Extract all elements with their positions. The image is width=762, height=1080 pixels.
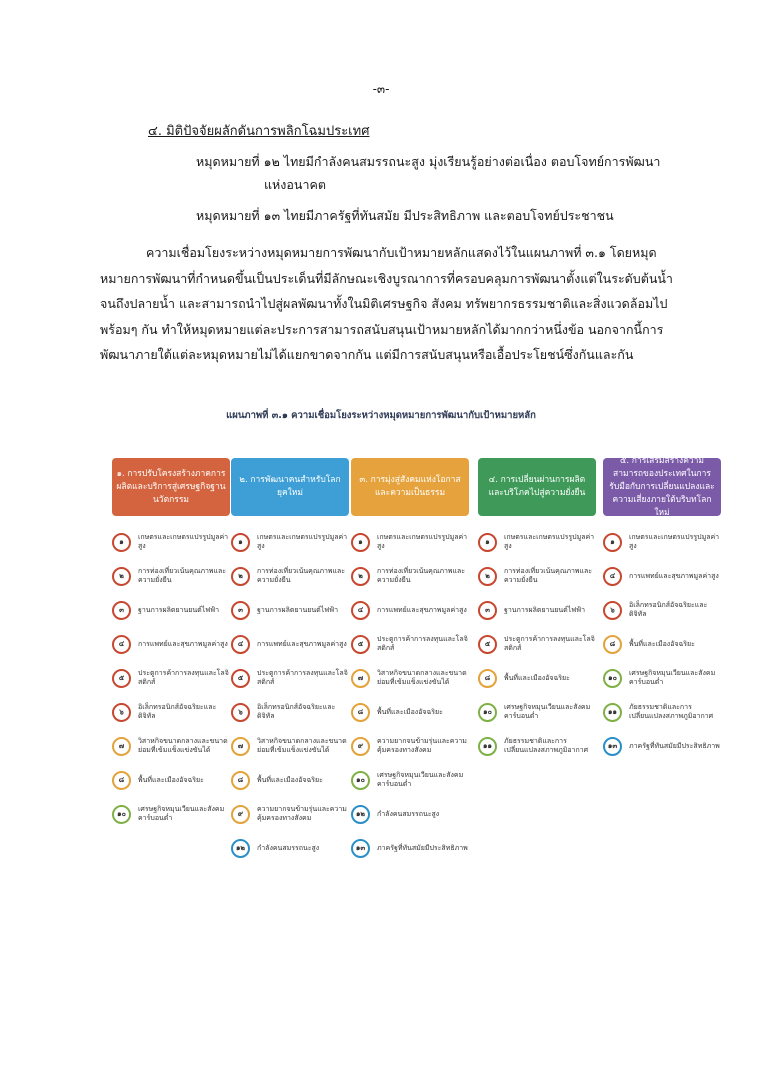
- goal-item-label: ภัยธรรมชาติและการเปลี่ยนแปลงสภาพภูมิอากาศ: [504, 737, 589, 754]
- figure-column: [603, 455, 721, 750]
- goal-number-badge: ๒: [351, 567, 370, 586]
- goal-item: [231, 766, 351, 794]
- goal-item: [112, 596, 232, 624]
- goal-number-badge: ๑๑: [478, 737, 497, 756]
- goal-item: [603, 732, 723, 760]
- goal-item-label: กำลังคนสมรรถนะสูง: [377, 809, 440, 818]
- column-header: ๓. การมุ่งสู่สังคมแห่งโอกาสและความเป็นธรรม: [351, 458, 469, 516]
- goal-number-badge: ๒: [112, 567, 131, 586]
- column-header: ๕. การเสริมสร้างความสามารถของประเทศในการรับมือกับการเปลี่ยนแปลงและความเสี่ยงภายใต้บริบทโลกใหม่: [603, 458, 721, 516]
- goal-number-badge: ๔: [231, 635, 250, 654]
- goal-item-label: ความยากจนข้ามรุ่นและความคุ้มครองทางสังคม: [377, 737, 467, 754]
- goal-number-badge: ๘: [603, 635, 622, 654]
- goal-item: [603, 528, 723, 556]
- goal-item-label: เศรษฐกิจหมุนเวียนและสังคมคาร์บอนต่ำ: [138, 805, 225, 822]
- goal-item-label: การแพทย์และสุขภาพมูลค่าสูง: [629, 571, 719, 580]
- goal-item: [112, 528, 232, 556]
- goal-item-label: พื้นที่และเมืองอัจฉริยะ: [629, 639, 695, 648]
- goal-item: [603, 698, 723, 726]
- goal-item: [112, 664, 232, 692]
- goal-13: หมุดหมายที่ ๑๓ ไทยมีภาครัฐที่ทันสมัย มีประสิทธิภาพ และตอบโจทย์ประชาชน: [196, 208, 614, 223]
- figure-column: [112, 458, 230, 822]
- goal-item-label: เศรษฐกิจหมุนเวียนและสังคมคาร์บอนต่ำ: [629, 669, 716, 686]
- figure-column: [478, 458, 596, 754]
- goal-item: [231, 630, 351, 658]
- goal-item-label: อิเล็กทรอนิกส์อัจฉริยะและดิจิทัล: [138, 703, 217, 720]
- goal-item-label: ความยากจนข้ามรุ่นและความคุ้มครองทางสังคม: [257, 805, 347, 822]
- goal-number-badge: ๑๐: [478, 703, 497, 722]
- goal-number-badge: ๓: [478, 601, 497, 620]
- goal-item-label: เกษตรและเกษตรแปรรูปมูลค่าสูง: [138, 533, 229, 550]
- goal-item-label: การท่องเที่ยวเน้นคุณภาพและความยั่งยืน: [504, 567, 593, 584]
- goal-number-badge: ๕: [478, 635, 497, 654]
- goal-item-label: ฐานการผลิตยานยนต์ไฟฟ้า: [504, 605, 586, 614]
- goal-number-badge: ๑๐: [351, 771, 370, 790]
- goal-item: [351, 562, 471, 590]
- goal-item-label: พื้นที่และเมืองอัจฉริยะ: [138, 775, 204, 784]
- goal-item: [478, 698, 598, 726]
- goal-number-badge: ๙: [351, 737, 370, 756]
- goal-item-label: เศรษฐกิจหมุนเวียนและสังคมคาร์บอนต่ำ: [377, 771, 464, 788]
- goal-item: [231, 664, 351, 692]
- goal-item-label: เกษตรและเกษตรแปรรูปมูลค่าสูง: [504, 533, 595, 550]
- goal-item: [231, 562, 351, 590]
- goal-number-badge: ๖: [112, 703, 131, 722]
- goal-item: [351, 664, 471, 692]
- goal-item-label: อิเล็กทรอนิกส์อัจฉริยะและดิจิทัล: [629, 601, 708, 618]
- paragraph-line: พร้อมๆ กัน ทำให้หมุดหมายแต่ละประการสามารถสนับสนุนเป้าหมายหลักได้มากกว่าหนึ่งข้อ นอกจากนี้การ: [100, 321, 664, 337]
- goal-number-badge: ๒: [478, 567, 497, 586]
- goal-item-label: วิสาหกิจขนาดกลางและขนาดย่อมที่เข้มแข็งแข่งขันได้: [138, 737, 228, 754]
- goal-item: [231, 834, 351, 862]
- goal-number-badge: ๗: [231, 737, 250, 756]
- goal-item-label: ฐานการผลิตยานยนต์ไฟฟ้า: [138, 605, 220, 614]
- paragraph-line: จนถึงปลายน้ำ และสามารถนำไปสู่ผลพัฒนาทั้งในมิติเศรษฐกิจ สังคม ทรัพยากรธรรมชาติและสิ่งแวดล้อมไป: [100, 296, 668, 311]
- goal-number-badge: ๘: [478, 669, 497, 688]
- goal-item-label: ประตูการค้าการลงทุนและโลจิสติกส์: [257, 669, 348, 686]
- goal-number-badge: ๑: [112, 533, 131, 552]
- goal-item: [112, 698, 232, 726]
- goal-number-badge: ๗: [112, 737, 131, 756]
- goal-item-label: การแพทย์และสุขภาพมูลค่าสูง: [257, 639, 347, 648]
- goal-item-label: อิเล็กทรอนิกส์อัจฉริยะและดิจิทัล: [257, 703, 336, 720]
- goal-number-badge: ๓: [231, 601, 250, 620]
- goal-item-label: วิสาหกิจขนาดกลางและขนาดย่อมที่เข้มแข็งแข่งขันได้: [377, 669, 467, 686]
- goal-item-label: พื้นที่และเมืองอัจฉริยะ: [377, 707, 443, 716]
- goal-item: [603, 630, 723, 658]
- goal-item: [351, 698, 471, 726]
- goal-number-badge: ๑๒: [231, 839, 250, 858]
- goal-number-badge: ๓: [112, 601, 131, 620]
- goal-number-badge: ๑: [231, 533, 250, 552]
- goal-number-badge: ๘: [231, 771, 250, 790]
- goal-item-label: ภาครัฐที่ทันสมัยมีประสิทธิภาพ: [377, 843, 468, 852]
- goal-number-badge: ๔: [351, 601, 370, 620]
- goal-item: [112, 630, 232, 658]
- goal-item-label: ประตูการค้าการลงทุนและโลจิสติกส์: [138, 669, 229, 686]
- body-paragraph: [100, 240, 708, 368]
- goal-item: [112, 732, 232, 760]
- goal-item: [231, 800, 351, 828]
- goal-item-label: ฐานการผลิตยานยนต์ไฟฟ้า: [257, 605, 339, 614]
- goal-item-label: พื้นที่และเมืองอัจฉริยะ: [257, 775, 323, 784]
- goal-item: [231, 596, 351, 624]
- goal-item: [478, 664, 598, 692]
- goal-number-badge: ๖: [231, 703, 250, 722]
- goal-item: [351, 766, 471, 794]
- goal-item: [351, 630, 471, 658]
- column-header: ๑. การปรับโครงสร้างภาคการผลิตและบริการสู่เศรษฐกิจฐานนวัตกรรม: [112, 458, 230, 516]
- goal-number-badge: ๙: [231, 805, 250, 824]
- goal-12-line-1: หมุดหมายที่ ๑๒ ไทยมีกำลังคนสมรรถนะสูง มุ่งเรียนรู้อย่างต่อเนื่อง ตอบโจทย์การพัฒนา: [196, 154, 661, 169]
- goal-item-label: การแพทย์และสุขภาพมูลค่าสูง: [377, 605, 467, 614]
- goal-item: [603, 562, 723, 590]
- column-header: ๔. การเปลี่ยนผ่านการผลิตและบริโภคไปสู่ความยั่งยืน: [478, 458, 596, 516]
- goal-number-badge: ๑๓: [351, 839, 370, 858]
- goal-number-badge: ๑: [603, 533, 622, 552]
- goal-item-label: กำลังคนสมรรถนะสูง: [257, 843, 320, 852]
- goal-number-badge: ๑๒: [351, 805, 370, 824]
- goal-item-label: การท่องเที่ยวเน้นคุณภาพและความยั่งยืน: [377, 567, 466, 584]
- goal-number-badge: ๑๐: [112, 805, 131, 824]
- goal-item-label: ภาครัฐที่ทันสมัยมีประสิทธิภาพ: [629, 741, 720, 750]
- goal-item: [351, 732, 471, 760]
- goal-item: [478, 630, 598, 658]
- goal-item: [351, 596, 471, 624]
- goal-number-badge: ๔: [603, 567, 622, 586]
- goal-item-label: ภัยธรรมชาติและการเปลี่ยนแปลงสภาพภูมิอากาศ: [629, 703, 714, 720]
- figure-column: [231, 458, 349, 852]
- goal-number-badge: ๕: [351, 635, 370, 654]
- goal-item: [478, 596, 598, 624]
- goal-number-badge: ๑๐: [603, 669, 622, 688]
- goal-item: [351, 834, 471, 862]
- goal-number-badge: ๑: [478, 533, 497, 552]
- goal-item: [231, 698, 351, 726]
- goal-item-label: พื้นที่และเมืองอัจฉริยะ: [504, 673, 570, 682]
- goal-item-label: เกษตรและเกษตรแปรรูปมูลค่าสูง: [257, 533, 348, 550]
- goal-item-label: เกษตรและเกษตรแปรรูปมูลค่าสูง: [629, 533, 720, 550]
- goal-number-badge: ๘: [351, 703, 370, 722]
- goal-number-badge: ๗: [351, 669, 370, 688]
- goal-item: [478, 732, 598, 760]
- goal-item-label: เกษตรและเกษตรแปรรูปมูลค่าสูง: [377, 533, 468, 550]
- section-heading: ๔. มิติปัจจัยผลักดันการพลิกโฉมประเทศ: [148, 124, 370, 139]
- paragraph-line: ความเชื่อมโยงระหว่างหมุดหมายการพัฒนากับเป้าหมายหลักแสดงไว้ในแผนภาพที่ ๓.๑ โดยหมุด: [146, 245, 657, 260]
- goal-item: [603, 596, 723, 624]
- paragraph-line: พัฒนาภายใต้แต่ละหมุดหมายไม่ได้แยกขาดจากกัน แต่มีการสนับสนุนหรือเอื้อประโยชน์ซึ่งกันและกัน: [100, 347, 634, 362]
- goal-number-badge: ๑: [351, 533, 370, 552]
- goal-number-badge: ๒: [231, 567, 250, 586]
- goal-number-badge: ๕: [112, 669, 131, 688]
- goal-item: [231, 732, 351, 760]
- goal-item: [478, 562, 598, 590]
- goal-item: [603, 664, 723, 692]
- figure-title: แผนภาพที่ ๓.๑ ความเชื่อมโยงระหว่างหมุดหมายการพัฒนากับเป้าหมายหลัก: [226, 410, 536, 421]
- goal-12-line-2: แห่งอนาคต: [264, 177, 326, 192]
- goal-number-badge: ๘: [112, 771, 131, 790]
- goal-item: [112, 800, 232, 828]
- goal-item: [478, 528, 598, 556]
- goal-item: [231, 528, 351, 556]
- figure-column: [351, 458, 469, 852]
- goal-item-label: ประตูการค้าการลงทุนและโลจิสติกส์: [504, 635, 595, 652]
- goal-item-label: การแพทย์และสุขภาพมูลค่าสูง: [138, 639, 228, 648]
- goal-item: [112, 562, 232, 590]
- goal-number-badge: ๕: [231, 669, 250, 688]
- goal-number-badge: ๑๑: [603, 703, 622, 722]
- goal-item: [351, 528, 471, 556]
- goal-item: [112, 766, 232, 794]
- goal-item: [351, 800, 471, 828]
- goal-item-label: วิสาหกิจขนาดกลางและขนาดย่อมที่เข้มแข็งแข่งขันได้: [257, 737, 347, 754]
- goal-number-badge: ๔: [112, 635, 131, 654]
- goal-item-label: ประตูการค้าการลงทุนและโลจิสติกส์: [377, 635, 468, 652]
- goal-number-badge: ๖: [603, 601, 622, 620]
- paragraph-line: หมายการพัฒนาที่กำหนดขึ้นเป็นประเด็นที่มีลักษณะเชิงบูรณาการที่ครอบคลุมการพัฒนาตั้งแต่ในระดับต้นน้ำ: [100, 270, 673, 286]
- column-header: ๒. การพัฒนาคนสำหรับโลกยุคใหม่: [231, 458, 349, 516]
- goal-item-label: การท่องเที่ยวเน้นคุณภาพและความยั่งยืน: [257, 567, 346, 584]
- goal-item-label: เศรษฐกิจหมุนเวียนและสังคมคาร์บอนต่ำ: [504, 703, 591, 720]
- goal-number-badge: ๑๓: [603, 737, 622, 756]
- page-number: -๓-: [372, 82, 390, 96]
- goal-item-label: การท่องเที่ยวเน้นคุณภาพและความยั่งยืน: [138, 567, 227, 584]
